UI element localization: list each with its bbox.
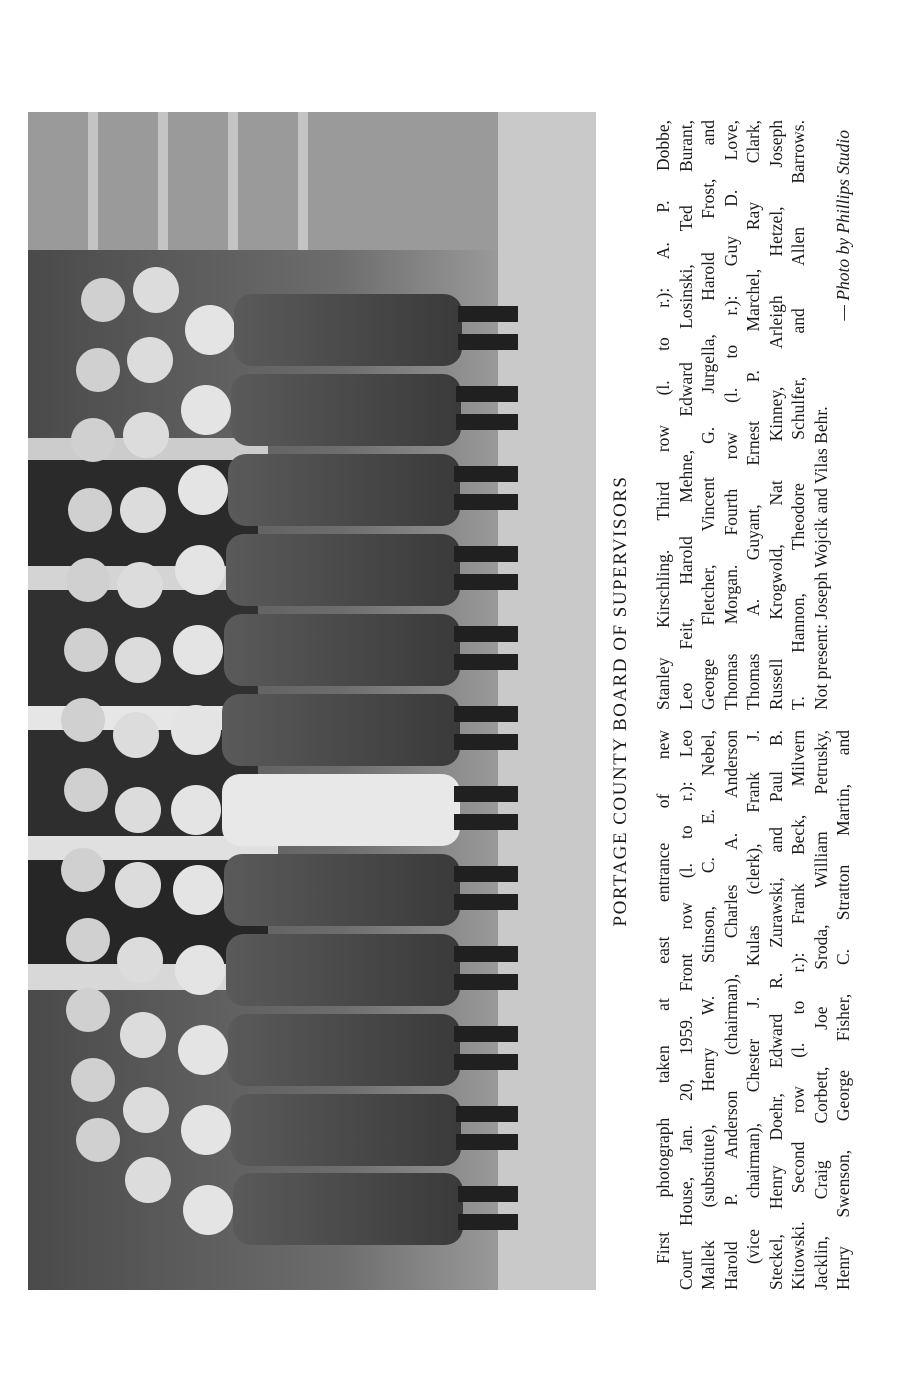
caption-line: Harold P. Anderson (chairman), Charles A. Anderson [720, 730, 741, 1290]
caption-line: Leo Feit, Harold Mehne, Edward Losinski, Ted Burant, [675, 120, 696, 710]
group-photograph [28, 112, 596, 1290]
caption-line: First photograph taken at east entrance of new [653, 730, 673, 1264]
caption-line: T. Hannon, Theodore Schulfer, and Allen Barrows. [788, 120, 808, 710]
caption-title: PORTAGE COUNTY BOARD OF SUPERVISORS [610, 475, 631, 927]
photo-illustration [28, 112, 596, 1290]
caption-line: Mallek (substitute), Henry W. Stinson, C. E. Nebel, [698, 730, 718, 1290]
caption-right-column [652, 120, 855, 710]
caption-line: Thomas Morgan. Fourth row (l. to r.): Guy D. Love, [720, 120, 741, 710]
caption-line: Stanley Kirschling. Third row (l. to r.): A. P. Dobbe, [653, 120, 673, 710]
caption-line: Not present: Joseph Wojcik and Vilas Behr. [810, 406, 831, 710]
caption-line: Steckel, Henry Doehr, Edward R. Zurawski, and Paul B. [765, 730, 786, 1290]
caption-line: Kitowski. Second row (l. to r.): Frank Beck, Milvern [788, 730, 808, 1290]
caption-left-column [652, 730, 855, 1290]
caption-line: Russell Krogwold, Nat Kinney, Arleigh Hetzel, Joseph [765, 120, 786, 710]
caption-line: Henry Swenson, George Fisher, C. Stratton Martin, and [833, 730, 853, 1290]
caption-line: Jacklin, Craig Corbett, Joe Sroda, William Petrusky, [810, 730, 831, 1290]
caption-line: (vice chairman), Chester J. Kulas (clerk), Frank J. [743, 730, 763, 1264]
caption-line: Thomas A. Guyant, Ernest P. Marchel, Ray Clark, [743, 120, 763, 710]
caption-line: George Fletcher, Vincent G. Jurgella, Harold Frost, and [698, 120, 718, 710]
caption-line: Court House, Jan. 20, 1959. Front row (l. to r.): Leo [675, 730, 696, 1290]
photo-credit: — Photo by Phillips Studio [833, 130, 853, 321]
